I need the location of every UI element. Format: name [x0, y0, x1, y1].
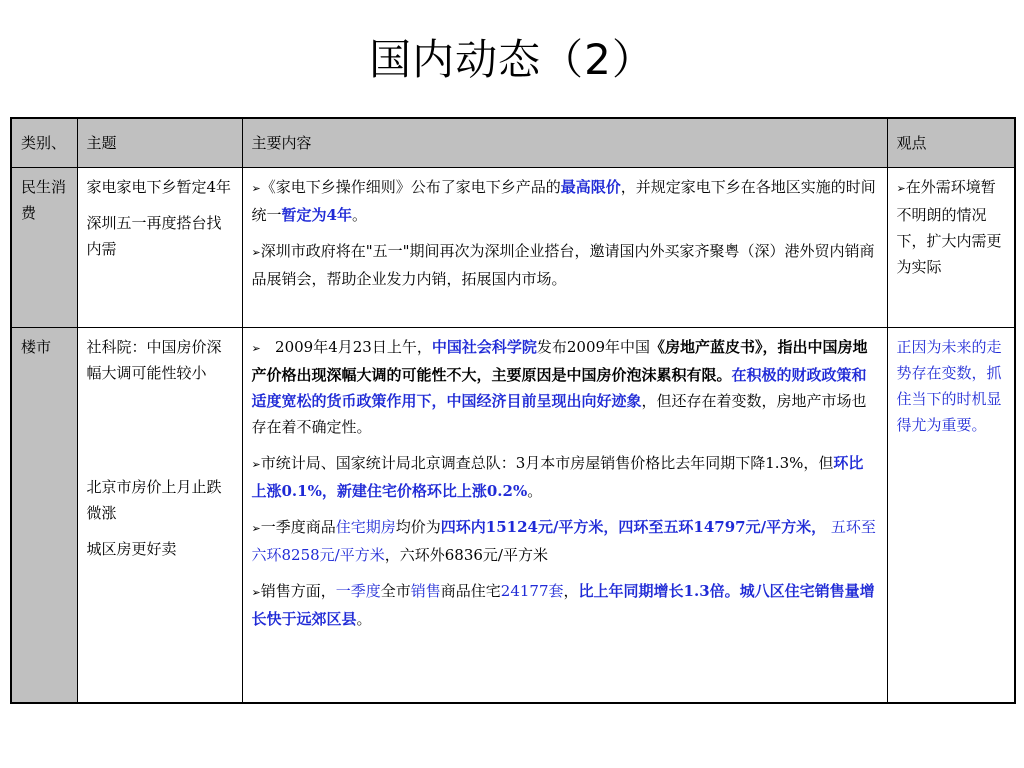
header-view: 观点 [887, 118, 1015, 168]
topic-cell [77, 328, 242, 703]
topic-text: 北京市房价上月止跌微涨 [86, 478, 222, 522]
bullet-arrow-icon: ➢ [896, 182, 906, 195]
bullet-arrow-icon: ➢ [251, 458, 261, 471]
content-paragraph: ➢ 2009年4月23日上午，中国社会科学院发布2009年中国《房地产蓝皮书》，指出中国房地产价格出现深幅大调的可能性不大，主要原因是中国房价泡沫累积有限。在积极的财政政策和适度宽松的货币政策作用下，中国经济目前呈现出向好迹象，但还存在着变数，房地产市场也存在着不确定性。 [251, 338, 868, 436]
bullet-arrow-icon: ➢ [251, 522, 261, 535]
table-row [11, 168, 1015, 328]
content-paragraph: ➢销售方面，一季度全市销售商品住宅24177套，比上年同期增长1.3倍。城八区住宅销售量增长快于远郊区县。 [251, 582, 875, 628]
content-paragraph: ➢一季度商品住宅期房均价为四环内15124元/平方米，四环至五环14797元/平方米， 五环至六环8258元/平方米，六环外6836元/平方米 [251, 518, 876, 564]
content-cell [242, 328, 887, 703]
content-cell [242, 168, 887, 328]
bullet-arrow-icon: ➢ [251, 182, 261, 195]
content-paragraph: ➢《家电下乡操作细则》公布了家电下乡产品的最高限价，并规定家电下乡在各地区实施的时间统一暂定为4年。 [251, 178, 876, 224]
view-cell: 正因为未来的走势存在变数，抓住当下的时机显得尤为重要。 [887, 328, 1015, 703]
header-topic: 主题 [77, 118, 242, 168]
topic-cell [77, 168, 242, 328]
bullet-arrow-icon: ➢ [251, 246, 261, 259]
bullet-arrow-icon: ➢ [251, 342, 261, 355]
view-cell: ➢在外需环境暂不明朗的情况下，扩大内需更为实际 [887, 168, 1015, 328]
topic-text: 城区房更好卖 [86, 540, 177, 558]
news-table [10, 117, 1016, 704]
topic-text: 家电家电下乡暂定4年 [86, 178, 232, 196]
page-title: 国内动态（2） [369, 35, 655, 84]
category-cell: 民生消费 [11, 168, 77, 328]
table-row [11, 328, 1015, 703]
category-cell: 楼市 [11, 328, 77, 703]
topic-text: 深圳五一再度搭台找内需 [86, 214, 222, 258]
header-category: 类别、 [11, 118, 77, 168]
topic-text: 社科院：中国房价深幅大调可能性较小 [86, 338, 222, 382]
content-paragraph: ➢深圳市政府将在"五一"期间再次为深圳企业搭台，邀请国内外买家齐聚粤（深）港外贸内销商品展销会，帮助企业发力内销，拓展国内市场。 [251, 242, 875, 288]
content-paragraph: ➢市统计局、国家统计局北京调查总队：3月本市房屋销售价格比去年同期下降1.3%，但环比上涨0.1%，新建住宅价格环比上涨0.2%。 [251, 454, 864, 500]
table-header-row [11, 118, 1015, 168]
header-content: 主要内容 [242, 118, 887, 168]
bullet-arrow-icon: ➢ [251, 586, 261, 599]
